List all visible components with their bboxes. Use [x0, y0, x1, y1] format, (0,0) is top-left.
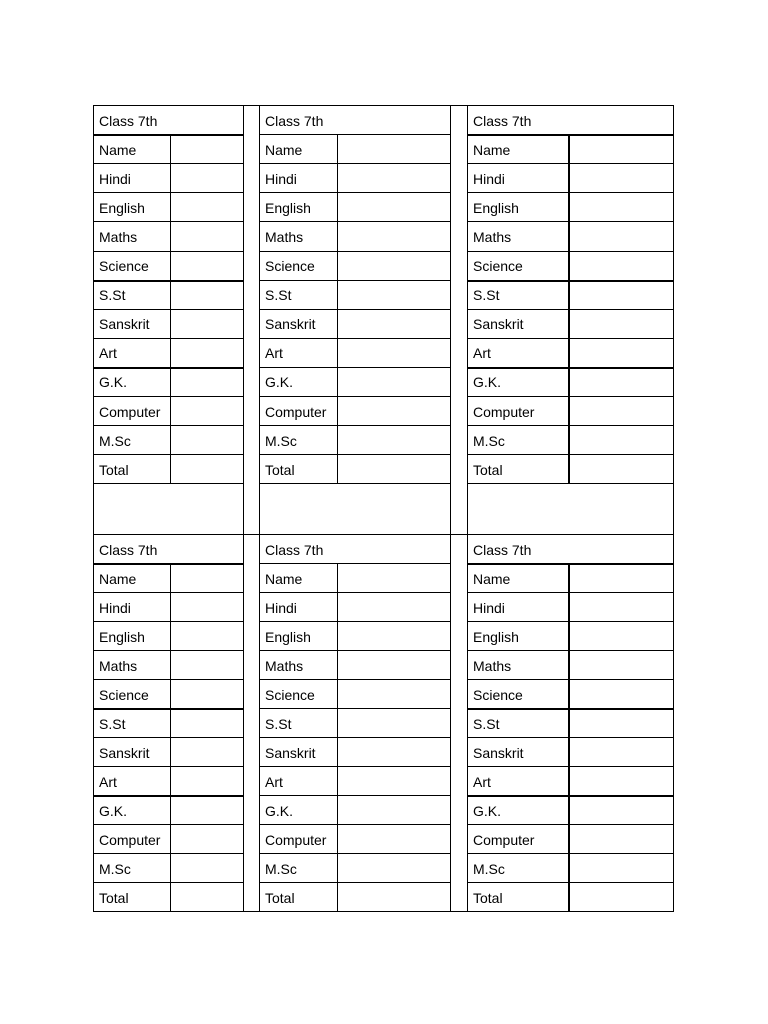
grid-line	[93, 708, 244, 710]
grid-line	[93, 563, 244, 565]
grid-line	[467, 192, 674, 193]
subject-label: Computer	[473, 403, 535, 420]
subject-label: Sanskrit	[473, 744, 524, 761]
mark-entry-cell[interactable]	[339, 826, 449, 852]
mark-entry-cell[interactable]	[570, 369, 672, 395]
grid-line	[259, 795, 451, 796]
grid-line	[93, 621, 244, 622]
grid-line	[259, 483, 451, 484]
subject-label: G.K.	[473, 374, 502, 391]
grid-line	[259, 650, 451, 651]
subject-label: Name	[265, 570, 303, 587]
mark-entry-cell[interactable]	[339, 768, 449, 794]
grid-line	[93, 309, 244, 310]
subject-label: Hindi	[265, 599, 297, 616]
grid-line	[93, 911, 244, 912]
grid-line	[259, 563, 451, 564]
grid-line	[467, 911, 674, 912]
grid-line	[93, 163, 244, 164]
subject-label: Art	[473, 773, 491, 790]
subject-label: Art	[99, 773, 117, 790]
grid-line	[259, 911, 451, 912]
grid-line	[170, 563, 171, 912]
subject-label: Art	[473, 345, 491, 362]
mark-entry-cell[interactable]	[570, 253, 672, 279]
grid-line	[337, 563, 338, 912]
mark-entry-cell[interactable]	[570, 340, 672, 366]
mark-entry-cell[interactable]	[339, 427, 449, 453]
grid-line	[93, 534, 674, 535]
card-header: Class 7th	[265, 541, 324, 558]
mark-entry-cell[interactable]	[570, 768, 672, 794]
mark-entry-cell[interactable]	[172, 223, 242, 249]
subject-label: English	[473, 628, 519, 645]
mark-entry-cell[interactable]	[172, 797, 242, 823]
grid-line	[259, 592, 451, 593]
card-header: Class 7th	[99, 112, 158, 129]
subject-label: Science	[473, 258, 523, 275]
mark-entry-cell[interactable]	[172, 456, 242, 482]
marks-sheet	[93, 105, 673, 912]
mark-entry-cell[interactable]	[339, 681, 449, 707]
grid-line	[93, 367, 244, 369]
grid-line	[243, 105, 244, 912]
subject-label: English	[99, 199, 145, 216]
subject-label: Maths	[99, 657, 138, 674]
grid-line	[259, 425, 451, 426]
grid-line	[673, 105, 674, 912]
grid-line	[259, 882, 451, 883]
subject-label: Total	[473, 461, 503, 478]
card-header: Class 7th	[473, 541, 532, 558]
grid-line	[467, 824, 674, 825]
mark-entry-cell[interactable]	[172, 136, 242, 162]
mark-entry-cell[interactable]	[172, 681, 242, 707]
mark-entry-cell[interactable]	[172, 884, 242, 910]
mark-entry-cell[interactable]	[339, 282, 449, 308]
grid-line	[259, 679, 451, 680]
mark-entry-cell[interactable]	[339, 398, 449, 424]
mark-entry-cell[interactable]	[570, 311, 672, 337]
grid-line	[93, 105, 94, 912]
mark-entry-cell[interactable]	[339, 855, 449, 881]
grid-line	[93, 853, 244, 854]
subject-label: M.Sc	[473, 860, 505, 877]
mark-entry-cell[interactable]	[570, 194, 672, 220]
grid-line	[259, 309, 451, 310]
subject-label: S.St	[99, 715, 126, 732]
grid-line	[467, 425, 674, 426]
subject-label: M.Sc	[99, 432, 131, 449]
grid-line	[467, 795, 674, 797]
subject-label: Total	[99, 889, 129, 906]
mark-entry-cell[interactable]	[570, 282, 672, 308]
subject-label: Maths	[265, 657, 304, 674]
grid-line	[259, 737, 451, 738]
grid-line	[337, 134, 338, 484]
grid-line	[259, 338, 451, 339]
grid-line	[93, 192, 244, 193]
grid-line	[93, 650, 244, 651]
subject-label: Maths	[473, 228, 512, 245]
mark-entry-cell[interactable]	[570, 398, 672, 424]
mark-entry-cell[interactable]	[570, 165, 672, 191]
mark-entry-cell[interactable]	[339, 594, 449, 620]
grid-line	[467, 737, 674, 738]
mark-entry-cell[interactable]	[339, 253, 449, 279]
subject-label: Maths	[99, 228, 138, 245]
grid-line	[467, 134, 674, 136]
subject-label: G.K.	[99, 374, 128, 391]
subject-label: Hindi	[473, 599, 505, 616]
subject-label: Sanskrit	[473, 316, 524, 333]
grid-line	[467, 483, 674, 484]
grid-line	[467, 679, 674, 680]
subject-label: Name	[473, 570, 511, 587]
grid-line	[467, 221, 674, 222]
mark-entry-cell[interactable]	[172, 594, 242, 620]
subject-label: Science	[473, 686, 523, 703]
mark-entry-cell[interactable]	[172, 855, 242, 881]
grid-line	[450, 105, 451, 912]
subject-label: Maths	[473, 657, 512, 674]
grid-line	[467, 621, 674, 622]
grid-line	[467, 853, 674, 854]
mark-entry-cell[interactable]	[172, 194, 242, 220]
grid-line	[467, 882, 674, 883]
grid-line	[93, 824, 244, 825]
grid-line	[259, 396, 451, 397]
mark-entry-cell[interactable]	[570, 136, 672, 162]
subject-label: M.Sc	[265, 860, 297, 877]
subject-label: Computer	[99, 831, 161, 848]
mark-entry-cell[interactable]	[339, 710, 449, 736]
mark-entry-cell[interactable]	[339, 369, 449, 395]
subject-label: Name	[265, 141, 303, 158]
mark-entry-cell[interactable]	[570, 739, 672, 765]
subject-label: S.St	[265, 287, 292, 304]
mark-entry-cell[interactable]	[172, 311, 242, 337]
mark-entry-cell[interactable]	[172, 565, 242, 591]
mark-entry-cell[interactable]	[172, 427, 242, 453]
grid-line	[259, 163, 451, 164]
mark-entry-cell[interactable]	[570, 427, 672, 453]
grid-line	[93, 105, 674, 106]
mark-entry-cell[interactable]	[172, 652, 242, 678]
grid-line	[467, 708, 674, 710]
mark-entry-cell[interactable]	[172, 710, 242, 736]
mark-entry-cell[interactable]	[339, 136, 449, 162]
grid-line	[259, 221, 451, 222]
grid-line	[93, 425, 244, 426]
subject-label: S.St	[473, 287, 500, 304]
subject-label: Science	[99, 258, 149, 275]
subject-label: English	[99, 628, 145, 645]
mark-entry-cell[interactable]	[339, 340, 449, 366]
grid-line	[259, 192, 451, 193]
subject-label: S.St	[265, 715, 292, 732]
subject-label: Sanskrit	[99, 316, 150, 333]
subject-label: G.K.	[473, 802, 502, 819]
subject-label: Name	[99, 141, 137, 158]
subject-label: G.K.	[265, 374, 294, 391]
grid-line	[259, 105, 260, 912]
subject-label: Sanskrit	[265, 744, 316, 761]
mark-entry-cell[interactable]	[339, 223, 449, 249]
mark-entry-cell[interactable]	[339, 623, 449, 649]
grid-line	[93, 454, 244, 455]
mark-entry-cell[interactable]	[570, 681, 672, 707]
grid-line	[93, 882, 244, 883]
mark-entry-cell[interactable]	[570, 223, 672, 249]
grid-line	[259, 853, 451, 854]
mark-entry-cell[interactable]	[339, 797, 449, 823]
subject-label: Science	[99, 686, 149, 703]
grid-line	[259, 766, 451, 767]
subject-label: English	[265, 199, 311, 216]
grid-line	[467, 251, 674, 252]
grid-line	[467, 309, 674, 310]
subject-label: M.Sc	[265, 432, 297, 449]
mark-entry-cell[interactable]	[339, 652, 449, 678]
mark-entry-cell[interactable]	[339, 456, 449, 482]
grid-line	[467, 105, 468, 912]
grid-line	[93, 766, 244, 767]
grid-line	[170, 134, 171, 484]
mark-entry-cell[interactable]	[172, 165, 242, 191]
subject-label: Name	[473, 141, 511, 158]
subject-label: S.St	[99, 287, 126, 304]
mark-entry-cell[interactable]	[172, 369, 242, 395]
mark-entry-cell[interactable]	[172, 340, 242, 366]
grid-line	[93, 251, 244, 252]
subject-label: Computer	[473, 831, 535, 848]
mark-entry-cell[interactable]	[570, 710, 672, 736]
grid-line	[259, 454, 451, 455]
grid-line	[467, 338, 674, 339]
grid-line	[93, 795, 244, 797]
grid-line	[467, 563, 674, 565]
mark-entry-cell[interactable]	[339, 165, 449, 191]
mark-entry-cell[interactable]	[172, 826, 242, 852]
subject-label: Art	[99, 345, 117, 362]
card-header: Class 7th	[265, 112, 324, 129]
mark-entry-cell[interactable]	[172, 398, 242, 424]
mark-entry-cell[interactable]	[570, 623, 672, 649]
subject-label: Art	[265, 345, 283, 362]
grid-line	[93, 134, 244, 136]
mark-entry-cell[interactable]	[172, 739, 242, 765]
grid-line	[259, 708, 451, 709]
mark-entry-cell[interactable]	[339, 311, 449, 337]
grid-line	[467, 367, 674, 369]
grid-line	[467, 454, 674, 455]
grid-line	[568, 563, 570, 912]
subject-label: Maths	[265, 228, 304, 245]
mark-entry-cell[interactable]	[570, 456, 672, 482]
subject-label: Hindi	[473, 170, 505, 187]
grid-line	[93, 338, 244, 339]
mark-entry-cell[interactable]	[172, 768, 242, 794]
card-header: Class 7th	[473, 112, 532, 129]
grid-line	[93, 679, 244, 680]
grid-line	[467, 766, 674, 767]
mark-entry-cell[interactable]	[339, 194, 449, 220]
subject-label: Computer	[265, 403, 327, 420]
subject-label: G.K.	[99, 802, 128, 819]
subject-label: Name	[99, 570, 137, 587]
mark-entry-cell[interactable]	[570, 855, 672, 881]
mark-entry-cell[interactable]	[570, 884, 672, 910]
subject-label: Sanskrit	[265, 316, 316, 333]
mark-entry-cell[interactable]	[172, 282, 242, 308]
grid-line	[93, 483, 244, 484]
grid-line	[467, 592, 674, 593]
card-header: Class 7th	[99, 541, 158, 558]
subject-label: S.St	[473, 715, 500, 732]
subject-label: M.Sc	[99, 860, 131, 877]
subject-label: English	[473, 199, 519, 216]
mark-entry-cell[interactable]	[570, 797, 672, 823]
grid-line	[467, 163, 674, 164]
subject-label: Total	[473, 889, 503, 906]
subject-label: Total	[265, 889, 295, 906]
mark-entry-cell[interactable]	[570, 565, 672, 591]
mark-entry-cell[interactable]	[339, 884, 449, 910]
subject-label: Total	[99, 461, 129, 478]
mark-entry-cell[interactable]	[339, 739, 449, 765]
subject-label: Hindi	[99, 599, 131, 616]
grid-line	[93, 737, 244, 738]
mark-entry-cell[interactable]	[172, 253, 242, 279]
subject-label: English	[265, 628, 311, 645]
grid-line	[93, 396, 244, 397]
mark-entry-cell[interactable]	[172, 623, 242, 649]
grid-line	[93, 592, 244, 593]
grid-line	[259, 824, 451, 825]
subject-label: Computer	[99, 403, 161, 420]
grid-line	[93, 221, 244, 222]
grid-line	[259, 621, 451, 622]
grid-line	[467, 650, 674, 651]
subject-label: Art	[265, 773, 283, 790]
subject-label: M.Sc	[473, 432, 505, 449]
subject-label: Hindi	[265, 170, 297, 187]
subject-label: Science	[265, 686, 315, 703]
grid-line	[93, 280, 244, 282]
mark-entry-cell[interactable]	[570, 594, 672, 620]
subject-label: G.K.	[265, 802, 294, 819]
grid-line	[259, 251, 451, 252]
grid-line	[259, 367, 451, 368]
mark-entry-cell[interactable]	[570, 652, 672, 678]
mark-entry-cell[interactable]	[339, 565, 449, 591]
grid-line	[568, 134, 570, 484]
subject-label: Total	[265, 461, 295, 478]
grid-line	[467, 396, 674, 397]
grid-line	[259, 134, 451, 135]
subject-label: Hindi	[99, 170, 131, 187]
subject-label: Science	[265, 258, 315, 275]
subject-label: Computer	[265, 831, 327, 848]
grid-line	[467, 280, 674, 282]
grid-line	[259, 280, 451, 281]
subject-label: Sanskrit	[99, 744, 150, 761]
mark-entry-cell[interactable]	[570, 826, 672, 852]
